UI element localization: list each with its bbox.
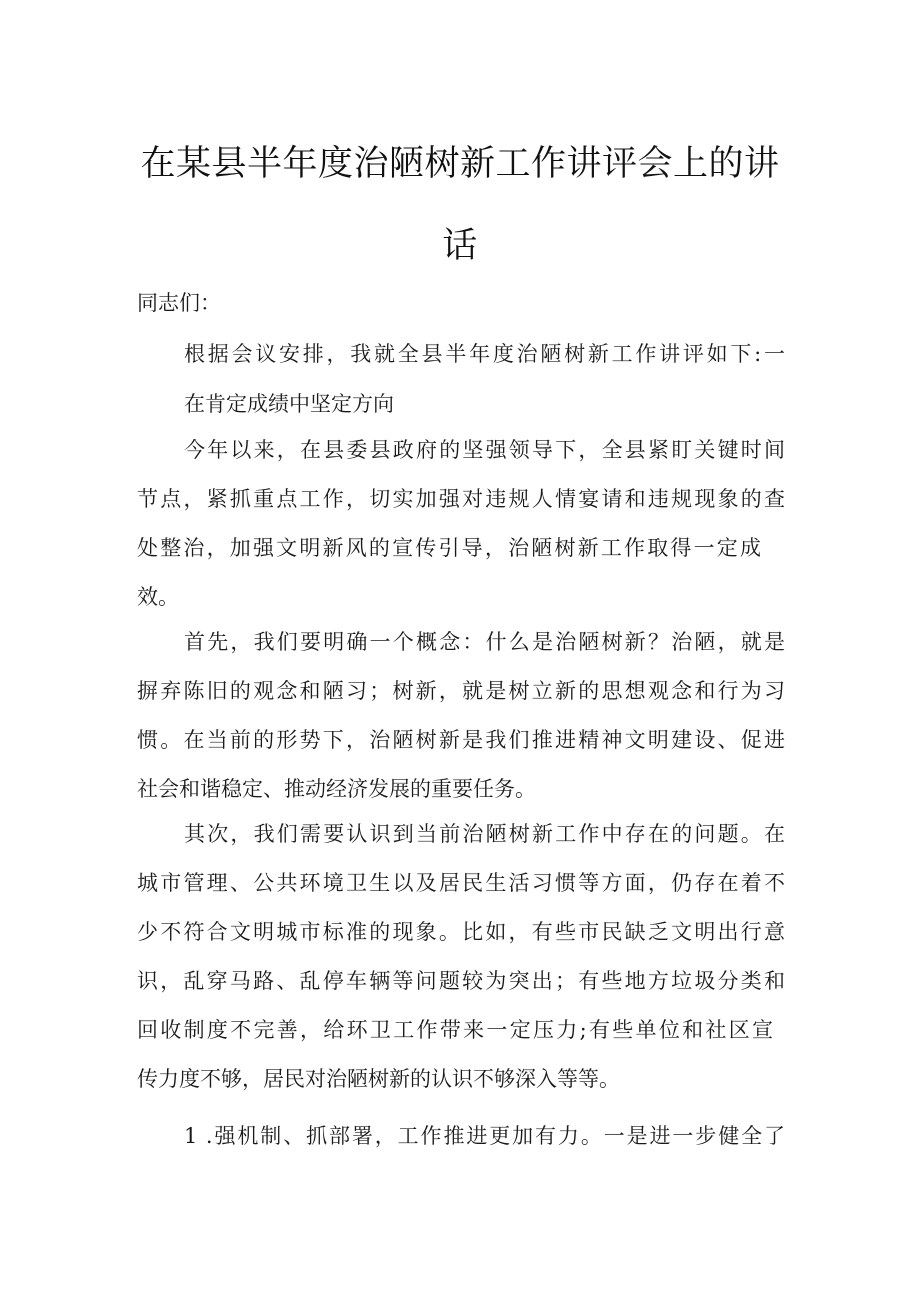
paragraph-line: 社会和谐稳定、推动经济发展的重要任务。 (137, 777, 536, 801)
paragraph-line: 少不符合文明城市标准的现象。比如，有些市民缺乏文明出行意 (137, 920, 785, 944)
document-title-line-1: 在某县半年度治陋树新工作讲评会上的讲 (140, 144, 780, 184)
paragraph-line: 效。 (137, 585, 179, 609)
paragraph-line: 摒弃陈旧的观念和陋习；树新，就是树立新的思想观念和行为习 (137, 679, 785, 703)
paragraph-line: 城市管理、公共环境卫生以及居民生活习惯等方面，仍存在着不 (137, 871, 785, 895)
paragraph-line: 回收制度不完善，给环卫工作带来一定压力;有些单位和社区宣 (137, 1018, 773, 1042)
paragraph-line: 首先，我们要明确一个概念：什么是治陋树新？治陋，就是 (184, 630, 785, 654)
paragraph-line: 其次，我们需要认识到当前治陋树新工作中存在的问题。在 (184, 822, 785, 846)
paragraph-line: 传力度不够，居民对治陋树新的认识不够深入等等。 (137, 1067, 620, 1091)
document-title-line-2: 话 (442, 226, 478, 266)
section-heading: 在肯定成绩中坚定方向 (184, 392, 394, 416)
paragraph-line: 今年以来，在县委县政府的坚强领导下，全县紧盯关键时间 (184, 438, 785, 462)
paragraph-line: 节点，紧抓重点工作，切实加强对违规人情宴请和违规现象的查 (137, 487, 785, 511)
paragraph-line: 处整治，加强文明新风的宣传引导，治陋树新工作取得一定成 (137, 536, 761, 560)
numbered-item: 1 .强机制、抓部署，工作推进更加有力。一是进一步健全了 (184, 1124, 785, 1148)
paragraph-line: 识，乱穿马路、乱停车辆等问题较为突出；有些地方垃圾分类和 (137, 969, 785, 993)
paragraph-line: 惯。在当前的形势下，治陋树新是我们推进精神文明建设、促进 (137, 728, 785, 752)
paragraph-line: 根据会议安排，我就全县半年度治陋树新工作讲评如下:一 (184, 342, 785, 366)
salutation: 同志们： (137, 291, 221, 315)
